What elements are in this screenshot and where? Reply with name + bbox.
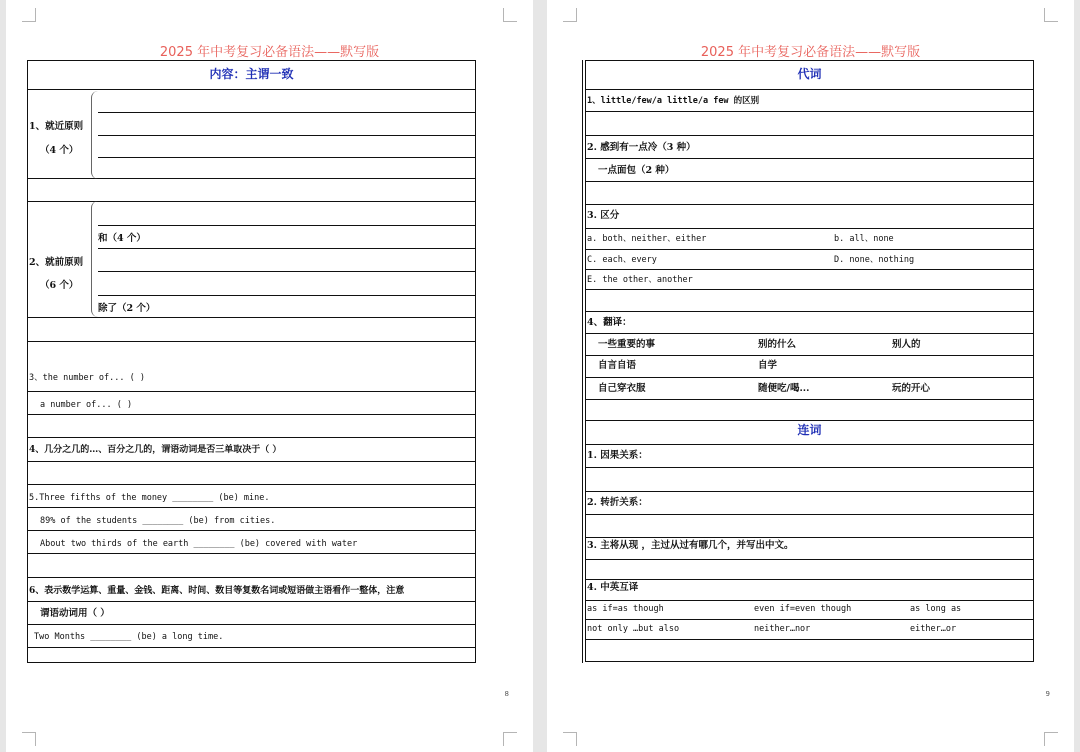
rule6-line2: 谓语动词用（ ）: [40, 608, 110, 619]
page-corner-mark: [503, 8, 517, 22]
page-corner-mark: [22, 732, 36, 746]
rule3-line2: a number of... ( ): [40, 400, 133, 410]
page-corner-mark: [563, 732, 577, 746]
pronoun-q3-d: D. none、nothing: [834, 255, 915, 265]
brace-bracket: [91, 91, 99, 179]
pronoun-q3-e: E. the other、another: [587, 275, 693, 285]
section-header-subject-verb: 内容：主谓一致: [209, 67, 294, 81]
translate-r3c2: 随便吃/喝...: [758, 383, 810, 394]
rule4-text: 4、几分之几的…、百分之几的，谓语动词是否三单取决于（ ）: [29, 445, 282, 455]
rule2-item-and: 和（4 个）: [98, 233, 146, 244]
rule5-line3: About two thirds of the earth ________ (be) covered with water: [40, 539, 358, 549]
rule3-line1: 3、the number of... ( ): [29, 373, 145, 383]
phrase-r1c1: as if=as though: [587, 604, 664, 614]
section-header-pronoun: 代词: [797, 67, 822, 81]
translate-r3c3: 玩的开心: [892, 383, 931, 394]
phrase-r2c3: either…or: [910, 624, 957, 634]
brace-bracket: [91, 201, 99, 317]
pronoun-q2-line2: 一点面包（2 种）: [598, 165, 675, 176]
rule5-line1: 5.Three fifths of the money ________ (be) mine.: [29, 493, 270, 503]
phrase-r1c3: as long as: [910, 604, 962, 614]
page-title: 2025 年中考复习必备语法——默写版: [700, 45, 921, 60]
pronoun-q3-a: a. both、neither、either: [587, 234, 707, 244]
rule2-count: （6 个）: [40, 280, 79, 291]
rule6-line3: Two Months ________ (be) a long time.: [34, 632, 224, 642]
pronoun-q3-b: b. all、none: [834, 234, 894, 244]
translate-r3c1: 自己穿衣服: [598, 383, 646, 394]
pronoun-q4: 4、翻译：: [587, 317, 632, 328]
translate-r1c1: 一些重要的事: [598, 339, 656, 350]
section-header-conjunction: 连词: [797, 423, 822, 437]
grammar-table-left: [27, 60, 476, 663]
conjunction-c2: 2. 转折关系：: [587, 497, 648, 508]
page-corner-mark: [503, 732, 517, 746]
page-corner-mark: [1044, 8, 1058, 22]
translate-r1c2: 别的什么: [758, 339, 797, 350]
rule2-item-except: 除了（2 个）: [98, 303, 156, 314]
conjunction-c4: 4. 中英互译: [587, 582, 639, 593]
rule1-count: （4 个）: [40, 145, 79, 156]
conjunction-c1: 1. 因果关系：: [587, 450, 648, 461]
translate-r1c3: 别人的: [892, 339, 921, 350]
page-title: 2025 年中考复习必备语法——默写版: [159, 45, 380, 60]
pronoun-q2-line1: 2. 感到有一点冷（3 种）: [587, 142, 696, 153]
page-corner-mark: [1044, 732, 1058, 746]
translate-r2c1: 自言自语: [598, 360, 637, 371]
phrase-r1c2: even if=even though: [754, 604, 852, 614]
document-page-right: [547, 0, 1074, 752]
document-page-left: [6, 0, 533, 752]
page-number: 8: [504, 690, 509, 698]
pronoun-q3: 3. 区分: [587, 210, 620, 221]
translate-r2c2: 自学: [758, 360, 778, 371]
page-number: 9: [1045, 690, 1050, 698]
pronoun-q3-c: C. each、every: [587, 255, 657, 265]
grammar-table-right: [585, 60, 1034, 662]
conjunction-c3: 3. 主将从现 ，主过从过有哪几个，并写出中文。: [587, 540, 794, 551]
rule2-label: 2、就前原则: [29, 257, 84, 268]
pronoun-q1: 1、little/few/a little/a few 的区别: [587, 96, 760, 106]
rule5-line2: 89% of the students ________ (be) from cities.: [40, 516, 276, 526]
rule6-line1: 6、表示数学运算、重量、金钱、距离、时间、数目等复数名词或短语做主语看作一整体，注意: [29, 586, 405, 596]
page-corner-mark: [563, 8, 577, 22]
phrase-r2c2: neither…nor: [754, 624, 811, 634]
phrase-r2c1: not only …but also: [587, 624, 680, 634]
rule1-label: 1、就近原则: [29, 121, 84, 132]
page-corner-mark: [22, 8, 36, 22]
